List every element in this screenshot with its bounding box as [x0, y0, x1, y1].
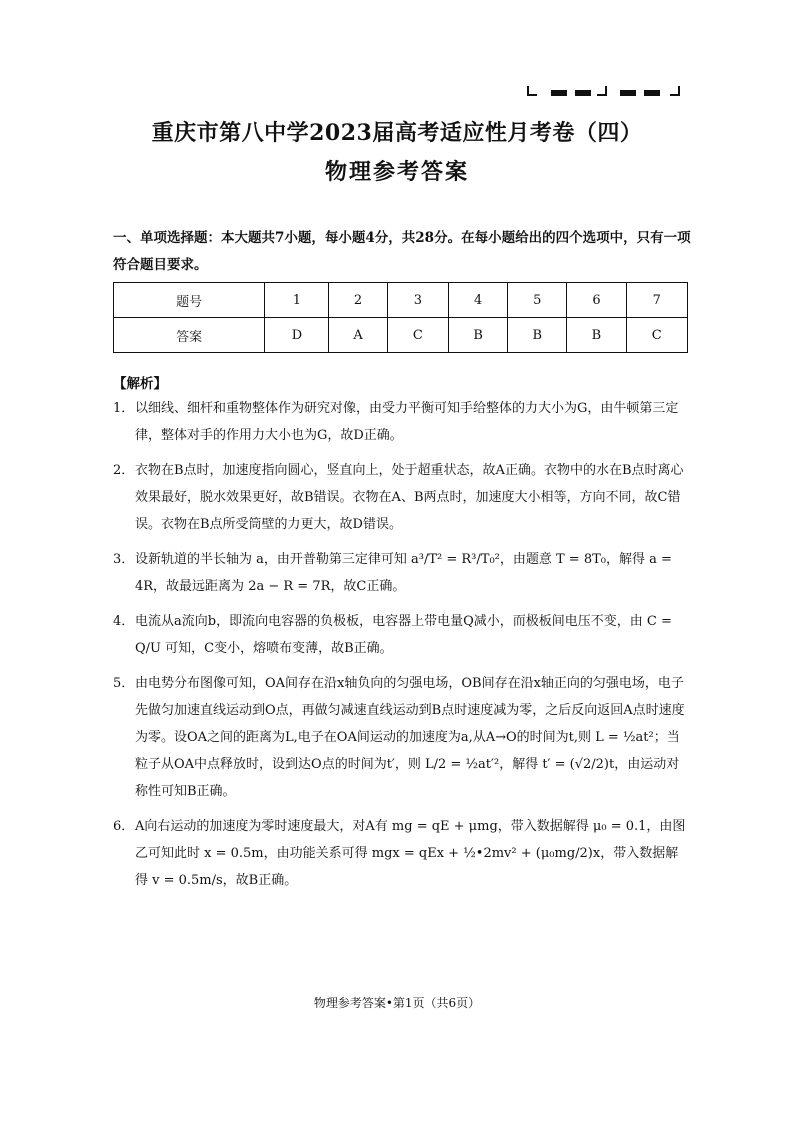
question-number: 4 [449, 283, 508, 318]
row-label: 答案 [114, 318, 265, 353]
question-number: 6 [567, 283, 626, 318]
table-row [114, 283, 688, 318]
item-number: 4． [113, 614, 135, 629]
question-number: 3 [387, 283, 448, 318]
analysis-heading: 【解析】 [113, 376, 167, 392]
answer-cell: D [265, 318, 329, 353]
mark-bar [551, 90, 567, 96]
answer-cell: C [387, 318, 448, 353]
mark-bar [575, 90, 591, 96]
registration-marks [527, 86, 682, 98]
analysis-list [113, 395, 691, 902]
answer-cell: B [567, 318, 626, 353]
page-title: 重庆市第八中学2023届高考适应性月考卷（四） [151, 120, 643, 146]
section-heading: 一、单项选择题：本大题共7小题，每小题4分，共28分。在每小题给出的四个选项中，只有一项符合题目要求。 [113, 230, 691, 273]
list-item [113, 457, 691, 538]
item-text: A向右运动的加速度为零时速度最大，对A有 mg = qE + μmg，带入数据解得 μ₀ = 0.1，由图乙可知此时 x = 0.5m，由功能关系可得 mgx = qEx + ½•2mv² + (μ₀mg/2)x，带入数据解得 v = 0.5m/s，故B正确。 [135, 819, 686, 888]
item-number: 2． [113, 463, 135, 478]
item-text: 电流从a流向b，即流向电容器的负极板，电容器上带电量Q减小，而极板间电压不变，由 C = Q/U 可知，C变小，熔喷布变薄，故B正确。 [135, 614, 672, 656]
list-item [113, 813, 691, 894]
corner-mark-mid [597, 86, 607, 96]
corner-mark-right [670, 86, 680, 96]
row-label: 题号 [114, 283, 265, 318]
item-number: 3． [113, 552, 135, 567]
item-number: 6． [113, 819, 135, 834]
mark-bar [620, 90, 636, 96]
answer-cell: C [626, 318, 687, 353]
answer-cell: B [449, 318, 508, 353]
list-item [113, 546, 691, 600]
mark-bar [644, 90, 660, 96]
answer-cell: B [508, 318, 567, 353]
item-text: 由电势分布图像可知，OA间存在沿x轴负向的匀强电场，OB间存在沿x轴正向的匀强电场，电子先做匀加速直线运动到O点，再做匀减速直线运动到B点时速度减为零，之后反向返回A点时速度为零。设OA之间的距离为L,电子在OA间运动的加速度为a,从A→O的时间为t,则 L = ½at²；当粒子从OA中点释放时，设到达O点的时间为t′，则 L/2 = ½at′²，解得 t′ = (√2/2)t，由运动对称性可知B正确。 [135, 676, 685, 799]
answer-table [113, 282, 688, 353]
list-item [113, 395, 691, 449]
item-text: 以细线、细杆和重物整体作为研究对像，由受力平衡可知手给整体的力大小为G，由牛顿第三定律，整体对手的作用力大小也为G，故D正确。 [135, 401, 679, 443]
page-subtitle: 物理参考答案 [324, 159, 469, 185]
question-number: 7 [626, 283, 687, 318]
question-number: 5 [508, 283, 567, 318]
answer-cell: A [329, 318, 387, 353]
item-number: 5． [113, 676, 135, 691]
table-row [114, 318, 688, 353]
question-number: 2 [329, 283, 387, 318]
list-item [113, 670, 691, 805]
page-footer: 物理参考答案•第1页（共6页） [313, 996, 481, 1010]
item-number: 1． [113, 401, 135, 416]
item-text: 设新轨道的半长轴为 a，由开普勒第三定律可知 a³/T² = R³/T₀²，由题意 T = 8T₀，解得 a = 4R，故最远距离为 2a − R = 7R，故C正确。 [135, 552, 672, 594]
item-text: 衣物在B点时，加速度指向圆心，竖直向上，处于超重状态，故A正确。衣物中的水在B点时离心效果最好，脱水效果更好，故B错误。衣物在A、B两点时，加速度大小相等，方向不同，故C错误。衣物在B点所受筒壁的力更大，故D错误。 [135, 463, 684, 532]
list-item [113, 608, 691, 662]
corner-mark-left [527, 86, 537, 96]
question-number: 1 [265, 283, 329, 318]
